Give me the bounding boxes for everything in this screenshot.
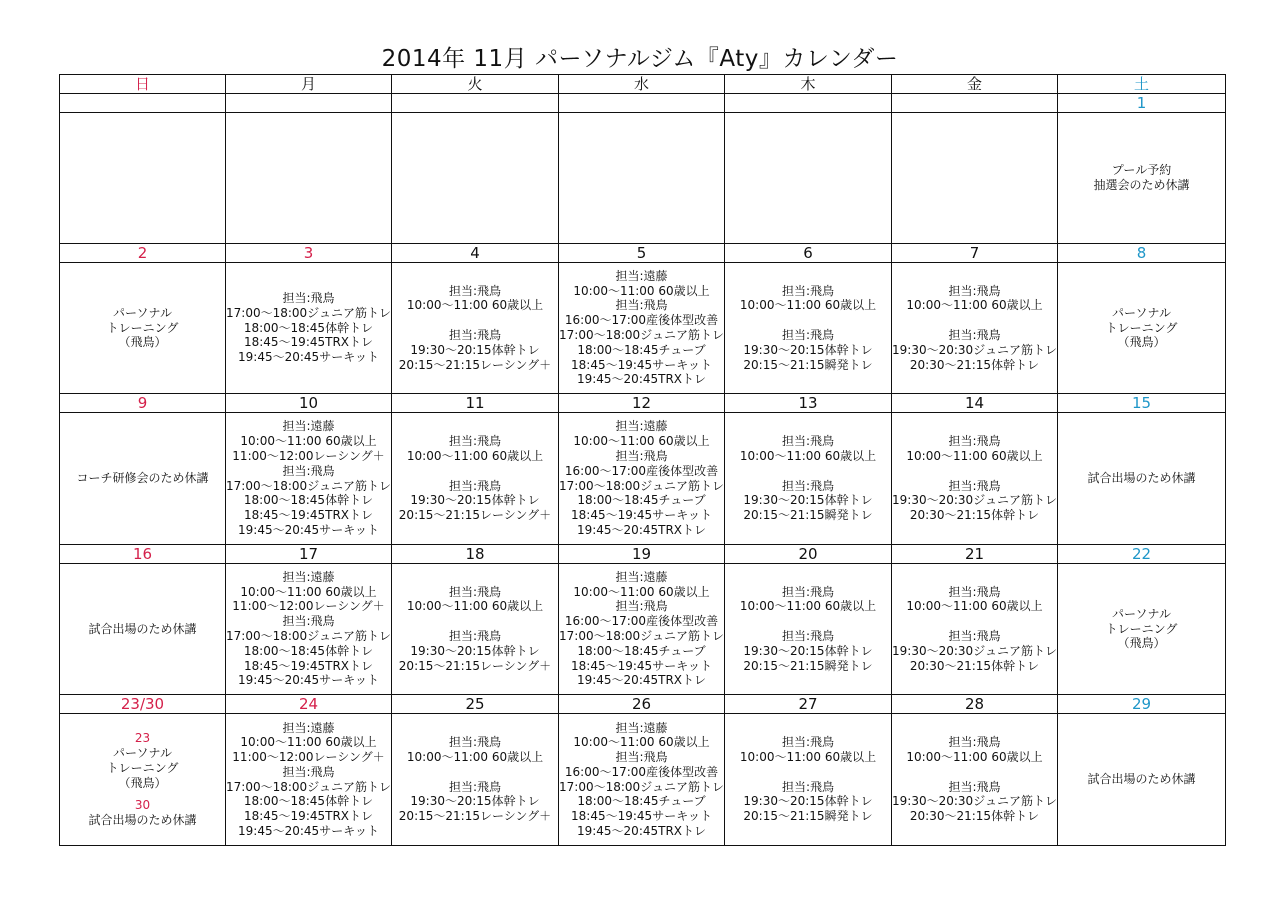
schedule-line: 担当:飛鳥: [448, 735, 502, 750]
schedule-line: 20:15～21:15レーシング＋: [398, 809, 552, 824]
schedule-row: [60, 113, 1226, 244]
schedule-line: 担当:飛鳥: [448, 327, 502, 342]
schedule-line: 10:00～11:00 60歳以上: [906, 599, 1043, 614]
day-schedule-cell: [559, 563, 725, 695]
schedule-line: 20:15～21:15レーシング＋: [398, 658, 552, 673]
schedule-line: 18:00～18:45チューブ: [577, 493, 706, 508]
date-number: 13: [725, 394, 892, 413]
schedule-line: 17:00～18:00ジュニア筋トレ: [226, 478, 391, 493]
schedule-line: 10:00～11:00 60歳以上: [406, 448, 544, 463]
schedule-spacer: [725, 464, 891, 479]
sub-day-label: 23: [134, 731, 151, 746]
date-number: [892, 94, 1058, 113]
schedule-line: 19:30～20:15体幹トレ: [743, 794, 873, 809]
schedule-line: パーソナル: [1112, 606, 1171, 621]
day-schedule-cell: [60, 563, 226, 695]
sub-day-label: 30: [134, 798, 151, 813]
date-number: 14: [892, 394, 1058, 413]
schedule-line: 担当:飛鳥: [781, 735, 835, 750]
schedule-line: 19:30～20:15体幹トレ: [410, 493, 540, 508]
date-number: [392, 94, 559, 113]
schedule-line: 担当:飛鳥: [781, 584, 835, 599]
schedule-line: 16:00～17:00産後体型改善: [564, 463, 719, 478]
schedule-spacer: [892, 464, 1057, 479]
day-schedule-cell: [60, 113, 226, 244]
day-schedule-cell: [60, 413, 226, 545]
schedule-line: 10:00～11:00 60歳以上: [573, 584, 710, 599]
date-number: 15: [1058, 394, 1226, 413]
schedule-line: 担当:飛鳥: [781, 629, 835, 644]
day-schedule-cell: [226, 113, 392, 244]
date-number: [226, 94, 392, 113]
schedule-line: 担当:遠藤: [615, 268, 668, 283]
schedule-line: 19:30～20:15体幹トレ: [410, 794, 540, 809]
schedule-line: 16:00～17:00産後体型改善: [564, 764, 719, 779]
schedule-line: 17:00～18:00ジュニア筋トレ: [226, 779, 391, 794]
day-schedule-cell: [725, 413, 892, 545]
date-number: 17: [226, 544, 392, 563]
schedule-row: [60, 413, 1226, 545]
schedule-line: 10:00～11:00 60歳以上: [739, 448, 877, 463]
schedule-line: 17:00～18:00ジュニア筋トレ: [559, 327, 724, 342]
schedule-line: 担当:飛鳥: [448, 584, 502, 599]
date-number-row: [60, 243, 1226, 262]
day-schedule-cell: [392, 563, 559, 695]
day-schedule-cell: [892, 262, 1058, 394]
day-schedule-cell: [1058, 413, 1226, 545]
schedule-line: 18:00～18:45体幹トレ: [243, 794, 374, 809]
date-number: 11: [392, 394, 559, 413]
date-number: 22: [1058, 544, 1226, 563]
schedule-line: 20:15～21:15レーシング＋: [398, 508, 552, 523]
schedule-line: 10:00～11:00 60歳以上: [739, 298, 877, 313]
schedule-spacer: [892, 614, 1057, 629]
schedule-line: 10:00～11:00 60歳以上: [739, 750, 877, 765]
date-number: 19: [559, 544, 725, 563]
schedule-line: 16:00～17:00産後体型改善: [564, 313, 719, 328]
schedule-line: 18:45～19:45TRXトレ: [243, 658, 374, 673]
schedule-line: 10:00～11:00 60歳以上: [406, 750, 544, 765]
schedule-line: 20:30～21:15体幹トレ: [909, 508, 1040, 523]
schedule-line: 担当:飛鳥: [781, 478, 835, 493]
schedule-line: 10:00～11:00 60歳以上: [240, 434, 377, 449]
date-number-row: [60, 695, 1226, 714]
schedule-line: 試合出場のため休講: [1087, 471, 1196, 486]
day-schedule-cell: [559, 113, 725, 244]
schedule-line: （飛鳥）: [118, 335, 167, 350]
weekday-header-mon: 月: [226, 75, 392, 94]
schedule-spacer: [392, 464, 558, 479]
schedule-line: 18:00～18:45チューブ: [577, 794, 706, 809]
schedule-line: 20:30～21:15体幹トレ: [909, 357, 1040, 372]
day-schedule-cell: [226, 262, 392, 394]
schedule-line: 19:30～20:15体幹トレ: [743, 342, 873, 357]
schedule-line: コーチ研修会のため休講: [76, 471, 209, 486]
date-number: 27: [725, 695, 892, 714]
date-number: 26: [559, 695, 725, 714]
schedule-line: 17:00～18:00ジュニア筋トレ: [226, 305, 391, 320]
schedule-line: 19:30～20:15体幹トレ: [743, 493, 873, 508]
schedule-line: 18:00～18:45チューブ: [577, 342, 706, 357]
schedule-line: 担当:飛鳥: [948, 327, 1001, 342]
schedule-line: 10:00～11:00 60歳以上: [406, 298, 544, 313]
date-number: 5: [559, 243, 725, 262]
schedule-line: 17:00～18:00ジュニア筋トレ: [559, 629, 724, 644]
schedule-line: 20:30～21:15体幹トレ: [909, 809, 1040, 824]
schedule-line: 18:45～19:45TRXトレ: [243, 809, 374, 824]
schedule-line: 担当:飛鳥: [282, 764, 335, 779]
date-number: 18: [392, 544, 559, 563]
date-number-row: [60, 394, 1226, 413]
schedule-line: 担当:飛鳥: [282, 463, 335, 478]
date-number: 29: [1058, 695, 1226, 714]
schedule-spacer: [892, 765, 1057, 780]
schedule-line: 担当:飛鳥: [448, 478, 502, 493]
schedule-line: 19:45～20:45TRXトレ: [576, 824, 707, 839]
schedule-row: [60, 714, 1226, 846]
schedule-line: 10:00～11:00 60歳以上: [240, 584, 377, 599]
schedule-line: 担当:飛鳥: [615, 750, 668, 765]
calendar-title: 2014年 11月 パーソナルジム『Aty』カレンダー: [381, 46, 899, 72]
schedule-line: 10:00～11:00 60歳以上: [406, 599, 544, 614]
schedule-line: 10:00～11:00 60歳以上: [906, 750, 1043, 765]
schedule-line: 担当:飛鳥: [282, 614, 335, 629]
day-schedule-cell: [892, 413, 1058, 545]
schedule-line: 20:15～21:15レーシング＋: [398, 357, 552, 372]
schedule-line: 試合出場のため休講: [1087, 772, 1196, 787]
schedule-spacer: [392, 765, 558, 780]
schedule-line: 19:45～20:45サーキット: [238, 673, 379, 688]
schedule-line: 17:00～18:00ジュニア筋トレ: [226, 629, 391, 644]
schedule-line: 10:00～11:00 60歳以上: [240, 735, 377, 750]
date-number: 1: [1058, 94, 1226, 113]
schedule-line: （飛鳥）: [118, 775, 167, 790]
schedule-line: 担当:遠藤: [282, 569, 335, 584]
day-schedule-cell: [559, 262, 725, 394]
calendar-table: [59, 74, 1226, 846]
schedule-line: 18:00～18:45チューブ: [577, 643, 706, 658]
schedule-line: 18:45～19:45TRXトレ: [243, 508, 374, 523]
date-number: 12: [559, 394, 725, 413]
schedule-line: 20:15～21:15瞬発トレ: [743, 508, 873, 523]
schedule-spacer: [725, 614, 891, 629]
schedule-line: トレーニング: [106, 320, 179, 335]
schedule-line: 担当:遠藤: [615, 419, 668, 434]
day-schedule-cell: [559, 714, 725, 846]
schedule-line: 20:15～21:15瞬発トレ: [743, 357, 873, 372]
weekday-header-row: [60, 75, 1226, 94]
schedule-line: 担当:飛鳥: [448, 629, 502, 644]
schedule-row: [60, 262, 1226, 394]
schedule-line: 19:45～20:45TRXトレ: [576, 372, 707, 387]
date-number: 7: [892, 243, 1058, 262]
schedule-line: 20:15～21:15瞬発トレ: [743, 658, 873, 673]
schedule-line: 10:00～11:00 60歳以上: [573, 434, 710, 449]
schedule-line: （飛鳥）: [1117, 636, 1166, 651]
date-number: 10: [226, 394, 392, 413]
schedule-line: 19:30～20:30ジュニア筋トレ: [892, 493, 1057, 508]
schedule-line: 担当:飛鳥: [282, 290, 335, 305]
schedule-line: 抽選会のため休講: [1093, 177, 1190, 192]
date-number: [559, 94, 725, 113]
schedule-line: 担当:飛鳥: [781, 327, 835, 342]
schedule-line: 担当:飛鳥: [781, 283, 835, 298]
day-schedule-cell: [892, 714, 1058, 846]
schedule-line: 10:00～11:00 60歳以上: [906, 448, 1043, 463]
schedule-line: 18:00～18:45体幹トレ: [243, 643, 374, 658]
weekday-header-sun: 日: [60, 75, 226, 94]
date-number-row: [60, 94, 1226, 113]
schedule-line: パーソナル: [113, 305, 172, 320]
schedule-line: パーソナル: [1112, 305, 1171, 320]
schedule-line: 担当:飛鳥: [948, 735, 1001, 750]
schedule-line: 17:00～18:00ジュニア筋トレ: [559, 779, 724, 794]
day-schedule-cell: [392, 113, 559, 244]
schedule-line: 担当:遠藤: [615, 569, 668, 584]
schedule-line: 担当:飛鳥: [781, 779, 835, 794]
schedule-line: プール予約: [1111, 163, 1172, 178]
schedule-line: トレーニング: [1105, 320, 1178, 335]
schedule-line: 17:00～18:00ジュニア筋トレ: [559, 478, 724, 493]
weekday-header-sat: 土: [1058, 75, 1226, 94]
schedule-line: 担当:飛鳥: [948, 584, 1001, 599]
schedule-spacer: [725, 765, 891, 780]
schedule-line: 担当:飛鳥: [615, 599, 668, 614]
schedule-line: 担当:飛鳥: [948, 478, 1001, 493]
schedule-line: 18:00～18:45体幹トレ: [243, 493, 374, 508]
weekday-header-thu: 木: [725, 75, 892, 94]
schedule-spacer: [392, 313, 558, 328]
schedule-line: 19:45～20:45サーキット: [238, 824, 379, 839]
schedule-line: （飛鳥）: [1117, 335, 1166, 350]
date-number: 2: [60, 243, 226, 262]
date-number: 28: [892, 695, 1058, 714]
schedule-spacer: [725, 313, 891, 328]
day-schedule-cell: [392, 714, 559, 846]
schedule-line: 担当:遠藤: [282, 419, 335, 434]
date-number: 9: [60, 394, 226, 413]
schedule-line: 担当:遠藤: [282, 720, 335, 735]
schedule-line: 10:00～11:00 60歳以上: [906, 298, 1043, 313]
schedule-line: 19:30～20:30ジュニア筋トレ: [892, 643, 1057, 658]
day-schedule-cell: [1058, 563, 1226, 695]
schedule-line: 19:30～20:15体幹トレ: [410, 643, 540, 658]
schedule-line: 担当:飛鳥: [781, 434, 835, 449]
date-number: 20: [725, 544, 892, 563]
schedule-line: 担当:飛鳥: [448, 779, 502, 794]
day-schedule-cell: [725, 563, 892, 695]
schedule-line: 担当:飛鳥: [615, 448, 668, 463]
day-schedule-cell: [725, 113, 892, 244]
day-schedule-cell: [226, 714, 392, 846]
schedule-line: 19:30～20:30ジュニア筋トレ: [892, 342, 1057, 357]
weekday-header-wed: 水: [559, 75, 725, 94]
day-schedule-cell: [1058, 113, 1226, 244]
schedule-line: 11:00～12:00レーシング＋: [232, 448, 385, 463]
schedule-line: 担当:飛鳥: [948, 283, 1001, 298]
schedule-line: 担当:遠藤: [615, 720, 668, 735]
schedule-spacer: [892, 313, 1057, 328]
date-number: 25: [392, 695, 559, 714]
schedule-line: 担当:飛鳥: [448, 283, 502, 298]
day-schedule-cell: [392, 413, 559, 545]
date-number: 8: [1058, 243, 1226, 262]
day-schedule-cell: [559, 413, 725, 545]
schedule-line: 10:00～11:00 60歳以上: [739, 599, 877, 614]
schedule-line: 担当:飛鳥: [615, 298, 668, 313]
day-schedule-cell: [892, 563, 1058, 695]
day-schedule-cell: [1058, 262, 1226, 394]
schedule-row: [60, 563, 1226, 695]
schedule-line: 11:00～12:00レーシング＋: [232, 750, 385, 765]
schedule-line: 19:30～20:15体幹トレ: [743, 643, 873, 658]
schedule-line: 担当:飛鳥: [948, 629, 1001, 644]
date-number: 3: [226, 243, 392, 262]
schedule-line: 担当:飛鳥: [948, 434, 1001, 449]
schedule-line: 10:00～11:00 60歳以上: [573, 735, 710, 750]
schedule-line: 18:45～19:45TRXトレ: [243, 335, 374, 350]
schedule-line: 19:45～20:45サーキット: [238, 350, 379, 365]
date-number: 23/30: [60, 695, 226, 714]
schedule-line: 11:00～12:00レーシング＋: [232, 599, 385, 614]
schedule-line: 試合出場のため休講: [88, 621, 197, 636]
date-number: 24: [226, 695, 392, 714]
day-schedule-cell: [725, 714, 892, 846]
day-schedule-cell: [60, 714, 226, 846]
schedule-line: 19:30～20:15体幹トレ: [410, 342, 540, 357]
schedule-line: 18:45～19:45サーキット: [571, 658, 712, 673]
schedule-line: 18:45～19:45サーキット: [571, 508, 712, 523]
day-schedule-cell: [60, 262, 226, 394]
day-schedule-cell: [226, 413, 392, 545]
date-number-row: [60, 544, 1226, 563]
schedule-line: 19:45～20:45TRXトレ: [576, 522, 707, 537]
day-schedule-cell: [226, 563, 392, 695]
weekday-header-fri: 金: [892, 75, 1058, 94]
day-schedule-cell: [892, 113, 1058, 244]
schedule-line: 19:45～20:45サーキット: [238, 522, 379, 537]
schedule-line: 20:15～21:15瞬発トレ: [743, 809, 873, 824]
schedule-line: トレーニング: [1105, 621, 1178, 636]
day-schedule-cell: [1058, 714, 1226, 846]
weekday-header-tue: 火: [392, 75, 559, 94]
schedule-line: 18:45～19:45サーキット: [571, 357, 712, 372]
schedule-line: 18:45～19:45サーキット: [571, 809, 712, 824]
schedule-line: パーソナル: [113, 746, 172, 761]
date-number: 4: [392, 243, 559, 262]
schedule-line: 19:45～20:45TRXトレ: [576, 673, 707, 688]
schedule-line: 10:00～11:00 60歳以上: [573, 283, 710, 298]
schedule-line: 19:30～20:30ジュニア筋トレ: [892, 794, 1057, 809]
date-number: 6: [725, 243, 892, 262]
schedule-line: 20:30～21:15体幹トレ: [909, 658, 1040, 673]
day-schedule-cell: [725, 262, 892, 394]
calendar-body: [60, 75, 1226, 846]
schedule-spacer: [392, 614, 558, 629]
date-number: [60, 94, 226, 113]
schedule-line: トレーニング: [106, 760, 179, 775]
date-number: 21: [892, 544, 1058, 563]
schedule-line: 担当:飛鳥: [448, 434, 502, 449]
schedule-line: 担当:飛鳥: [948, 779, 1001, 794]
schedule-line: 試合出場のため休講: [88, 813, 197, 828]
date-number: 16: [60, 544, 226, 563]
day-schedule-cell: [392, 262, 559, 394]
schedule-line: 18:00～18:45体幹トレ: [243, 320, 374, 335]
date-number: [725, 94, 892, 113]
schedule-line: 16:00～17:00産後体型改善: [564, 614, 719, 629]
